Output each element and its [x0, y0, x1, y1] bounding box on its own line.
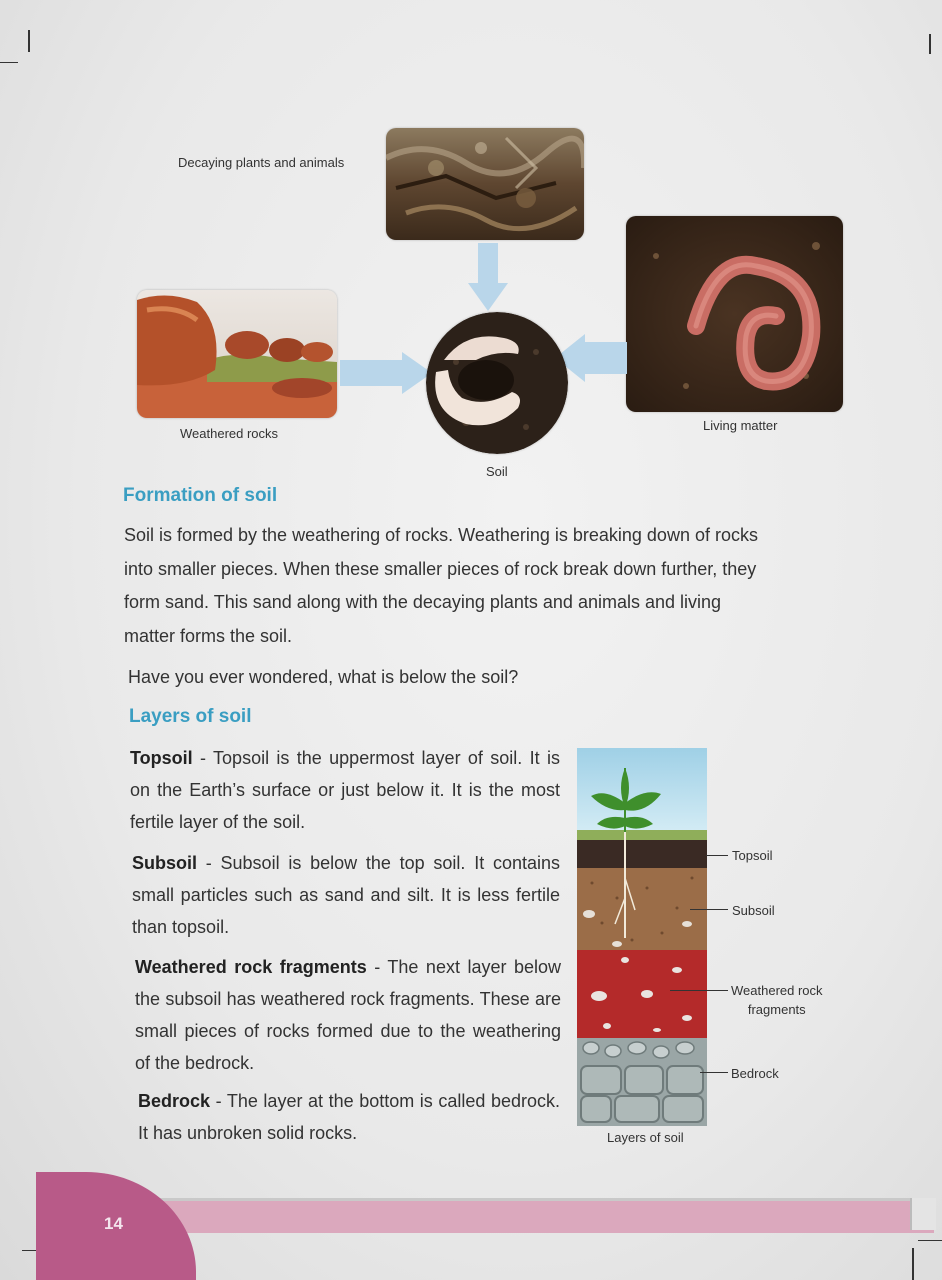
weathered-text: - The next layer below the subsoil has weathered rock fragments. These are small pieces of rocks formed due to the weathering of the bedrock. — [135, 957, 561, 1073]
subsoil-term: Subsoil — [132, 853, 198, 873]
crop-mark-top-right — [929, 34, 931, 54]
footer-bar — [150, 1198, 934, 1233]
bedrock-paragraph — [138, 1085, 560, 1149]
subsoil-paragraph — [132, 847, 560, 943]
label-topsoil: Topsoil — [732, 848, 773, 863]
topsoil-text: - Topsoil is the uppermost layer of soil. It is on the Earth’s surface or just below it. It is the most fertile layer of the soil. — [130, 748, 560, 832]
footer-bar-end — [910, 1198, 936, 1230]
weathered-leader-line — [670, 990, 728, 991]
layers-figure-caption: Layers of soil — [607, 1130, 684, 1145]
topsoil-paragraph — [130, 742, 560, 838]
bedrock-text: - The layer at the bottom is called bedrock. It has unbroken solid rocks. — [138, 1091, 560, 1143]
formation-line: Soil is formed by the weathering of rocks. Weathering is breaking down of rocks — [124, 525, 758, 545]
label-weathered-line: fragments — [747, 1002, 806, 1017]
subsoil-leader-line — [690, 909, 728, 910]
bedrock-term: Bedrock — [138, 1091, 211, 1111]
formation-paragraph — [124, 519, 854, 653]
subsoil-text: - Subsoil is below the top soil. It contains small particles such as sand and silt. It is less fertile than topsoil. — [132, 853, 560, 937]
weathered-rocks-caption: Weathered rocks — [180, 426, 279, 441]
topsoil-leader-line — [706, 855, 728, 856]
question-text: Have you ever wondered, what is below the soil? — [128, 667, 519, 687]
topsoil-term: Topsoil — [130, 748, 193, 768]
weathered-rocks-photo — [137, 290, 337, 418]
living-matter-caption: Living matter — [703, 418, 778, 433]
soil-layers-figure — [577, 748, 707, 1126]
weathered-term: Weathered rock fragments — [135, 957, 367, 977]
soil-photo — [426, 312, 568, 454]
layers-heading: Layers of soil — [129, 706, 252, 727]
label-bedrock: Bedrock — [731, 1066, 779, 1081]
arrow-down-icon — [468, 243, 508, 311]
formation-heading: Formation of soil — [123, 485, 278, 506]
crop-mark-top-left — [28, 30, 30, 52]
arrow-right-icon — [340, 352, 432, 394]
living-matter-photo — [626, 216, 843, 412]
formation-line: form sand. This sand along with the decaying plants and animals and living — [124, 592, 722, 612]
formation-line: into smaller pieces. When these smaller pieces of rock break down further, they — [124, 558, 757, 579]
crop-mark-bottom-right — [912, 1248, 914, 1280]
bedrock-leader-line — [700, 1072, 728, 1073]
label-weathered — [731, 981, 823, 1019]
label-subsoil: Subsoil — [732, 903, 775, 918]
formation-line: matter forms the soil. — [124, 625, 293, 646]
decaying-caption: Decaying plants and animals — [178, 155, 345, 170]
crop-mark-bottom-right-h — [918, 1240, 942, 1241]
page-number: 14 — [104, 1214, 123, 1233]
crop-mark-top-left-h — [0, 62, 18, 63]
label-weathered-line: Weathered rock — [731, 983, 823, 998]
weathered-paragraph — [135, 951, 561, 1079]
decaying-plants-photo — [386, 128, 584, 240]
soil-caption: Soil — [486, 464, 508, 479]
